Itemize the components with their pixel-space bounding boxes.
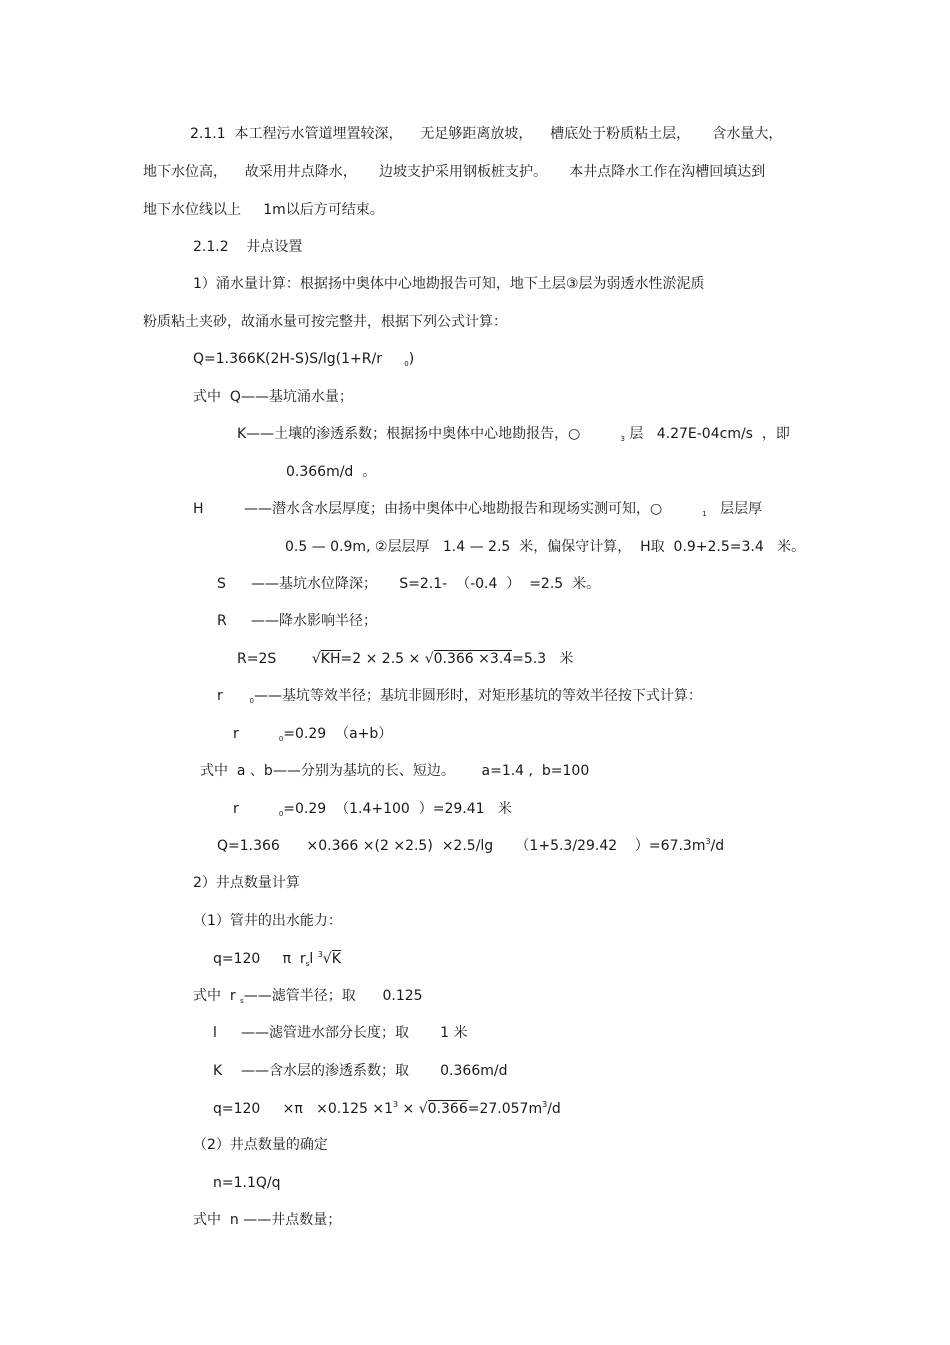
- formula-q-well-sup: 3: [317, 950, 323, 959]
- definition-rs-a: 式中 r: [193, 988, 236, 1004]
- sqrt-kh-radicand: KH: [320, 651, 341, 667]
- definition-n: 式中 n ——井点数量；: [193, 1212, 342, 1228]
- definition-h-sub: 1: [702, 510, 707, 518]
- definition-h: [193, 499, 204, 519]
- calc-q-well-b: ×: [398, 1101, 419, 1117]
- section-2-heading: 2）井点数量计算: [193, 875, 300, 891]
- calc-q-well-end: /d: [547, 1101, 561, 1117]
- definition-k2-text: ——含水层的渗透系数；取 0.366m/d: [241, 1063, 508, 1079]
- formula-q-total: [193, 349, 414, 371]
- formula-r-result: =5.3 米: [512, 651, 574, 667]
- sqrt-k: √K: [322, 951, 341, 967]
- calc-q-well-c: =27.057m: [467, 1101, 543, 1117]
- formula-n: n=1.1Q/q: [213, 1175, 281, 1191]
- calc-r0-text: =0.29 （1.4+100 ）=29.41 米: [283, 801, 512, 817]
- formula-r0: [233, 724, 392, 746]
- formula-r-mid: =2 × 2.5 ×: [340, 651, 425, 667]
- definition-k-rest: 层 4.27E-04cm/s ，即: [629, 426, 790, 442]
- calc-q-total: [217, 836, 724, 858]
- heading-2-1-2: 2.1.2 井点设置: [193, 239, 303, 255]
- definition-rs: [193, 986, 423, 1008]
- calc-q-well-a: q=120 ×π ×0.125 ×1: [213, 1101, 393, 1117]
- sqrt-k-radicand: K: [331, 951, 341, 967]
- definition-k-main: K——土壤的渗透系数；根据扬中奥体中心地勘报告，○: [237, 426, 581, 442]
- definition-r-text: ——降水影响半径；: [251, 613, 377, 629]
- formula-r0-text: =0.29 （a+b）: [283, 726, 393, 742]
- formula-q-well-b: l: [309, 951, 314, 967]
- definition-h-main: ——潜水含水层厚度；由扬中奥体中心地勘报告和现场实测可知，○: [244, 501, 663, 517]
- definition-s-text: ——基坑水位降深； S=2.1- （-0.4 ） =2.5 米。: [251, 576, 601, 592]
- sqrt-0366-34: √0.366 ×3.4: [424, 651, 513, 667]
- formula-q-well: [213, 949, 341, 971]
- definition-k-line-2: 0.366m/d 。: [286, 464, 377, 480]
- formula-r-lhs: R=2S: [237, 651, 277, 667]
- section-2-2-heading: （2）井点数量的确定: [193, 1137, 328, 1153]
- section-1-line-2: 粉质粘土夹砂，故涌水量可按完整井，根据下列公式计算：: [143, 314, 507, 330]
- formula-q-main: Q=1.366K(2H-S)S/lg(1+R/r: [193, 351, 382, 367]
- definition-q: 式中 Q——基坑涌水量；: [193, 389, 353, 405]
- definition-h-rest: 层层厚: [720, 501, 763, 517]
- para-2-1-1-line-1: 2.1.1 本工程污水管道埋置较深， 无足够距离放坡， 槽底处于粉质粘土层， 含水量大，: [190, 126, 783, 142]
- definition-h-label: H: [193, 501, 204, 517]
- para-2-1-1-line-3: 地下水位线以上 1m以后方可结束。: [143, 202, 384, 218]
- calc-q-end: /d: [710, 838, 725, 854]
- section-1-line-1: 1）涌水量计算：根据扬中奥体中心地勘报告可知，地下土层③层为弱透水性淤泥质: [193, 276, 705, 292]
- definition-rs-b: ——滤管半径；取 0.125: [243, 988, 423, 1004]
- calc-r0-label: r: [233, 801, 239, 817]
- formula-r: [237, 649, 574, 669]
- calc-q-well: [213, 1099, 561, 1121]
- calc-r0: [233, 799, 512, 821]
- sqrt-0366: √0.366: [418, 1101, 468, 1117]
- definition-r0-text: ——基坑等效半径；基坑非圆形时，对矩形基坑的等效半径按下式计算：: [253, 688, 702, 704]
- calc-q-sup: 3: [705, 837, 711, 846]
- calc-q-text: Q=1.366 ×0.366 ×(2 ×2.5) ×2.5/lg （1+5.3/29.42 ）=67.3m: [217, 838, 706, 854]
- definition-r0-label: r: [217, 688, 223, 704]
- definition-k-sub: 3: [620, 435, 625, 443]
- definition-s-label: S: [217, 576, 226, 592]
- definition-a-b: 式中 a 、b——分别为基坑的长、短边。 a=1.4 , b=100: [200, 763, 590, 779]
- definition-r0-sub: 0: [249, 697, 254, 705]
- definition-l-label: l: [213, 1025, 217, 1041]
- formula-r0-label: r: [233, 726, 239, 742]
- definition-r-label: R: [217, 613, 227, 629]
- definition-r0: [217, 686, 702, 708]
- sqrt-0366-radicand: 0.366: [427, 1101, 468, 1117]
- definition-k2-label: K: [213, 1063, 223, 1079]
- sqrt-kh: √KH: [311, 651, 341, 667]
- formula-r0-sub: 0: [278, 735, 284, 743]
- definition-h-text: [244, 499, 762, 521]
- definition-l-text: ——滤管进水部分长度；取 1 米: [241, 1025, 468, 1041]
- formula-q-well-sub: s: [305, 960, 310, 968]
- sqrt-0366-34-radicand: 0.366 ×3.4: [433, 651, 513, 667]
- calc-r0-sub: 0: [278, 810, 284, 818]
- definition-h-line-2: 0.5 — 0.9m, ②层层厚 1.4 — 2.5 米，偏保守计算， H取 0.9+2.5=3.4 米。: [285, 539, 806, 555]
- calc-q-well-sup: 3: [393, 1100, 399, 1109]
- definition-k: [237, 424, 790, 446]
- section-2-1-heading: （1）管井的出水能力：: [193, 913, 342, 929]
- formula-q-sub: 0: [404, 360, 409, 368]
- para-2-1-1-line-2: 地下水位高， 故采用井点降水， 边坡支护采用钢板桩支护。 本井点降水工作在沟槽回填达到: [143, 164, 766, 180]
- definition-rs-sub: s: [240, 997, 244, 1005]
- calc-q-well-sup2: 3: [542, 1100, 548, 1109]
- formula-q-end: ): [408, 351, 415, 367]
- formula-q-well-a: q=120 π r: [213, 951, 306, 967]
